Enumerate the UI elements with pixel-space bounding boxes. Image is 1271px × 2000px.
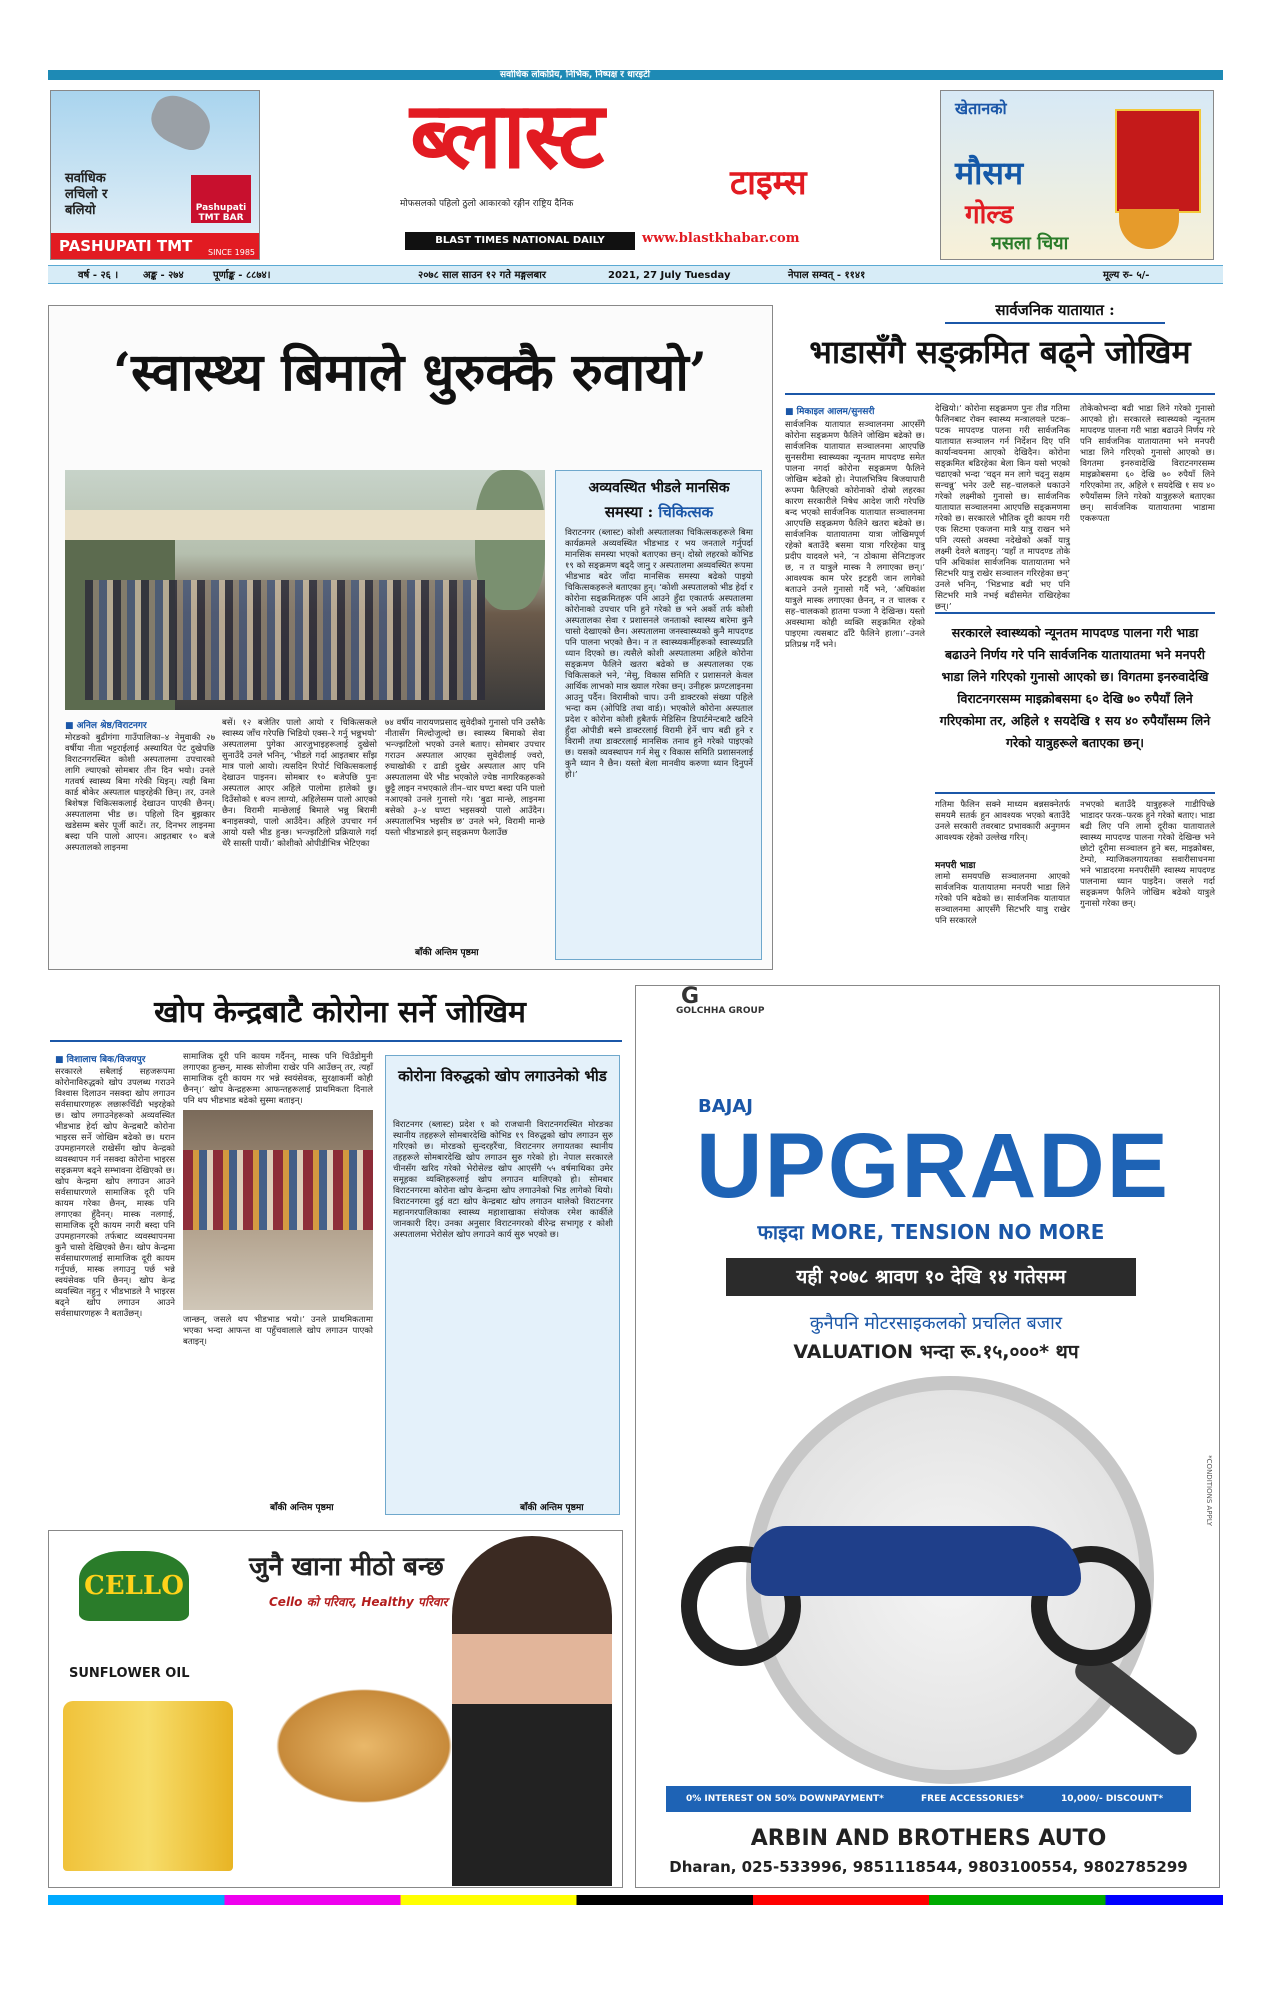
- issue-date-np: २०७८ साल साउन १२ गते मङ्गलबार: [418, 270, 546, 281]
- story3-rule: [50, 1040, 622, 1042]
- sidebar2-headline[interactable]: कोरोना विरुद्धको खोप लगाउनेको भीड: [398, 1067, 607, 1085]
- story2-col4: गतिमा फैलिन सक्ने माध्यम बन्नसक्नेतर्फ समयमै सतर्क हुन आवश्यक भएको बताउँदै उनले सरकारी तवरबाट प्रभावकारी अनुगमन आवश्यक रहेको उल्लेख गरिन्।: [935, 800, 1070, 843]
- bike-body-shape: [751, 1526, 1081, 1596]
- print-color-strip: [48, 1895, 1223, 1905]
- story2-byline: ■ मिकाइल आलम/सुनसरी: [785, 404, 874, 417]
- ad-group: GOLCHHA GROUP: [676, 1006, 765, 1016]
- ad-brand: BAJAJ: [698, 1096, 753, 1117]
- issue-era: नेपाल सम्वत् - ११४१: [788, 270, 866, 281]
- issue-total: पूर्णाङ्क - ८८७४।: [213, 270, 271, 281]
- motorcycle-image: [681, 1506, 1151, 1666]
- tree-shape: [475, 470, 545, 610]
- ad-valuation2: VALUATION भन्दा रू.१५,०००* थप: [793, 1341, 1079, 1363]
- issue-number: अङ्क - २७४: [143, 270, 184, 281]
- bajaj-upgrade-ad[interactable]: [635, 985, 1220, 1888]
- story2-col1: सार्वजनिक यातायात सञ्चालनमा आएसँगै कोरोना सङ्क्रमण फैलिने जोखिम बढेको छ। सार्वजनिक यातायात सञ्चालनमा आएपछि सुनसरीमा स्वास्थ्यका न्यूनतम मापदण्ड समेत पालना नगर्दा कोरोना सङ्क्रमण फैलिने जोखिम बढेको हो। नेपालभित्रिय बिजयापारी रूपमा फैलिएको कोरोनाको दोस्रो लहरका कारण सरकारीले निषेध आदेश जारी गरेपछि बन्द भएको सार्वजनिक यातायात सञ्चालनमा आएपछि सङ्क्रमण फैलिने खतरा बढेको छ। सार्वजनिक यातायातमा यात्रा जोखिमपूर्ण रहेको बताउँदै बसमा यात्रा गरिरहेका यात्रु प्रदीप यादवले भने, ‘न ठोकामा सेनिटाइजर छ, न त यात्रुले मास्क नै लगाएका छन्।’ आवश्यक काम परेर इटहरी जान लागेको बताउने उनले गुनासो गर्दै भने, ‘अधिकांश यात्रुले मास्क लगाएका छैनन्, न त चालक र सह–चालकको हातमा पञ्जा नै देखिन्छ। यस्तो अवस्थामा कोही व्यक्ति सङ्क्रमित रहेको पाइएमा त्यसबाट ढाँटै फैलिने हाला।’–उनले प्रतिप्रश्न गर्दै भने।: [785, 420, 925, 650]
- story1-headline[interactable]: ‘स्वास्थ्य बिमाले धुरुक्कै रुवायो’: [113, 342, 707, 403]
- masthead-tagline: मोफसलको पहिलो ठुलो आकारको रङ्गीन राष्ट्रिय दैनिक: [400, 199, 574, 209]
- issue-price: मूल्य रु- ५/-: [1103, 270, 1150, 281]
- ad-line2: गोल्ड: [965, 200, 1014, 230]
- cello-logo: CELLO: [79, 1551, 189, 1621]
- story3-col1: सरकारले सबैलाई सहजरूपमा कोरोनाविरुद्धको खोप उपलब्ध गराउने विश्वास दिलाउन नसक्दा खोप लगाउन सर्वसाधारणहरू लछारूचिँढी भइरहेको छ। खोप लगाउनेहरूको अव्यवस्थित भीडभाड हेर्दा खोप केन्द्रबाटै कोरोना भाइरस सर्ने जोखिम बढेको छ। धरान उपमहानगरले राखेसँग खोप केन्द्रको व्यवस्थापन गर्न नसक्दा कोरोना भाइरस सङ्क्रमण बढ्ने सम्भावना देखिएको छ। खोप केन्द्रमा खोप लगाउन आउने सर्वसाधारणले सामाजिक दूरी पनि कायम गरेका छैनन्, मास्क पनि लगाएका हुँदैनन्। मास्क नलगाई, सामाजिक दूरी कायम नगरी बस्दा पनि उपमहानगरको तर्फबाट व्यवस्थापनमा कुनै चासो देखिएको छैन। खोप केन्द्रमा सर्वसाधारणलाई सामाजिक दूरी कायम गर्नुपर्छ, मास्क लगाउनु पर्छ भन्ने स्वयंसेवक पनि छैनन्। खोप केन्द्र व्यवस्थित नहुनु र भीडभाडले नै भाइरस बढ्ने खोप लगाउन आउने सर्वसाधारणहरू नै बताउँछन्।: [55, 1067, 175, 1319]
- issue-info-bar: [48, 265, 1223, 284]
- masthead-subtitle: टाइम्स: [730, 163, 807, 203]
- story2-rule: [785, 393, 1215, 395]
- crowd-shape: [183, 1150, 373, 1230]
- ad-dates: यही २०७८ श्रावण १० देखि १४ गतेसम्म: [726, 1258, 1136, 1296]
- crowd-shape: [85, 580, 485, 700]
- elephant-image: [144, 88, 218, 155]
- story2-col5: नभएको बताउँदै यात्रुहरूले गाडीपिच्छे भाडादर फरक–फरक हुने गरेको बताए। भाडा बढी लिए पनि लामो दूरीका यातायातले स्वास्थ्य मापदण्ड पालना गरेको देखिन्छ भने छोटो दूरीमा सञ्चालन हुने बस, माइक्रोबस, टेम्पो, म्याजिकलगायतका सवारीसाधनमा भने भाडादरमा मनपरीसँगै स्वास्थ्य मापदण्ड पालनामा ध्यान पाइदैन। जसले गर्दा सङ्क्रमण फैलिने जोखिम बढेको यात्रुले गुनासो गरेका छन्।: [1080, 800, 1215, 909]
- food-plate-image: [264, 1681, 464, 1811]
- story3-col2b: जान्छन्, जसले थप भीडभाड भयो।’ उनले प्राथमिकतामा भएका भन्दा आफन्त वा पहुँचवालाले खोप लगाउन पाएको बताइन्।: [183, 1315, 373, 1347]
- masthead-strap: सर्वाधिक लोकप्रिय, निर्भिक, निष्पक्ष र धारइटी: [500, 70, 650, 80]
- sidebar1-subtitle-b: चिकित्सक: [658, 503, 714, 521]
- pashupati-logo: Pashupati TMT BAR: [191, 175, 251, 223]
- story1-col3: ७४ वर्षीय नारायणप्रसाद सुवेदीको गुनासो पनि उस्तैकै नीतासँग मिल्दोजुल्दो छ। स्वास्थ्य बिमाको सेवा भन्ज्झटिलो भएको उनले बताए। सोमबार उपचार गराउन अस्पताल आएका सुवेदीलाई ज्वरो, रुघाखोकी र ढाडी दुखेर अस्पताल आए पनि अस्पतालमा धेरै भीड भएकोले ज्येष्ठ नागरिकहरूको छुट्टै लाइन नभएकाले तीन–चार घण्टा बस्दा पनि पालो नआएको उनले गुनासो गरे। ‘बुढा मान्छे, लाइनमा बसेको ३–४ घण्टा भइसक्यो पालो आउँदैन। अस्पतालभित्र भइसीत्र छ’ उनले भने, विरामी मान्छे यस्तो भीडभाडले झन् सङ्क्रमण फैलाउँछ: [385, 718, 545, 838]
- website-link[interactable]: www.blastkhabar.com: [642, 231, 800, 246]
- offer-accessories: FREE ACCESSORIES*: [921, 1794, 1024, 1804]
- story1-col2: बसें। १२ बजेतिर पालो आयो र चिकित्सकले स्वास्थ्य जाँच गरेपछि भिडियो एक्स–रे गर्नु भन्नुभयो’ अस्पतालमा पुगेका आरजुभाइहरूलाई दुखेसो सुनाउँदै उनले भनिन्, ‘भीडले गर्दा आइतबार साँझ मात्र पालो आयो। त्यसदिन रिपोर्ट चिकित्सकलाई देखाउन पाइनन। सोमबार १० बजेपछि पुनः अस्पताल आएर अहिले पालोमा हालेको छु। दिउँसोको १ बज्न लाग्यो, अहिलेसम्म पालो आएको छैन। विरामी मान्छेलाई बिमाले भन्नु बिरामी बनाइसक्यो, पालो आउँदैन। अहिले उपचार गर्न आयो यस्तै भीड हुन्छ। भन्ज्झटिलो प्रक्रियाले गर्दा धेरै सास्ती पायौं।’ कोशीको ओपीडीभित्र भेटिएका: [222, 718, 377, 849]
- ad-conditions: *CONDITIONS APPLY: [1205, 1455, 1213, 1526]
- issue-date-en: 2021, 27 July Tuesday: [608, 270, 731, 281]
- ad-headline: UPGRADE: [696, 1115, 1171, 1217]
- sidebar1-subtitle-a: समस्या :: [604, 503, 654, 521]
- offer-discount: 10,000/- DISCOUNT*: [1061, 1794, 1164, 1804]
- story1-byline: ■ अनिल श्रेष्ठ/विराटनगर: [65, 718, 147, 731]
- story2-kicker: सार्वजनिक यातायात :: [945, 300, 1165, 324]
- ad-phone: Dharan, 025-533996, 9851118544, 9803100554, 9802785299: [669, 1858, 1188, 1876]
- story1-continued[interactable]: बाँकी अन्तिम पृष्ठमा: [415, 948, 479, 958]
- story2-headline[interactable]: भाडासँगै सङ्क्रमित बढ्ने जोखिम: [809, 333, 1191, 371]
- story2-col3: तोकेकोभन्दा बढी भाडा लिने गरेको गुनासो आएको हो। सरकारले स्वास्थ्यको न्यूनतम मापदण्ड पालना गरी भाडा बढाउने निर्णय गरे पनि सार्वजनिक यातायातमा भने मनपरी भाडा लिने गरिएको गुनासो आएको छ। विगतमा इनरुवादेखि विराटनगरसम्म माइक्रोबसमा ६० देखि ७० रुपैयाँ लिने गरिएकोमा तर, अहिले १ सयदेखि १ सय ४० रुपैयाँसम्म लिने गरेको यात्रुहरूले बताएका छन्। सार्वजनिक यातायातमा भाडामा एकरूपता: [1080, 404, 1215, 524]
- ad-offers: [666, 1786, 1191, 1812]
- story2-pullquote: सरकारले स्वास्थ्यको न्यूनतम मापदण्ड पालना गरी भाडा बढाउने निर्णय गरे पनि सार्वजनिक यातायातमा भने मनपरी भाडा लिने गरिएको गुनासो आएको छ। विगतमा इनरुवादेखि विराटनगरसम्म माइक्रोबसमा ६० देखि ७० रुपैयाँ लिने गरिएकोमा तर, अहिले १ सयदेखि १ सय ४० रुपैयाँसम्म लिने गरेको यात्रुहरूले बताएका छन्।: [935, 612, 1215, 794]
- golchha-logo-icon: G: [681, 984, 700, 1009]
- story3-byline: ■ विशालाच बिक/विजयपुर: [55, 1052, 145, 1065]
- ad-brand: PASHUPATI TMT: [51, 233, 259, 259]
- model-image: [452, 1536, 612, 1886]
- tea-box-image: [1115, 109, 1201, 213]
- ad-valuation1: कुनैपनि मोटरसाइकलको प्रचलित बजार: [809, 1313, 1063, 1334]
- story1-col1: मोरङको बुढीगंगा गाउँपालिका–४ नेमुवाकी २७ वर्षीया नीता भट्टराईलाई अस्थायित पेट दुखेपछि विराटनगरस्थित कोशी अस्पतालमा उपचारको लागि ल्याएको सोमबार तीन दिन भयो। उनले गतवर्ष स्वास्थ्य बिमा गरेकी थिइन्। त्यही बिमा कार्ड बोकेर अस्पताल धाइरहेकी छिन्। तर, उनले बिशेषज्ञ चिकित्सकलाई देखाउन पाएकी छैनन्। अस्पतालमा भीड छ। पहिलो दिन बुझकार खडेसम्म बसेर पूर्जी काटें। तर, दिनभर लाइनमा बस्दा पनि पालो आएन। आइतबार १० बजे अस्पतालको लाइनमा: [65, 733, 215, 853]
- sidebar1-body: विराटनगर (ब्लास्ट) कोशी अस्पतालका चिकित्सकहरूले बिमा कार्यक्रमले अव्यवस्थित भीडभाड र भय जनताले गर्नुपर्दा मानसिक समस्या भएको बताएका छन्। दोस्रो लहरको कोभिड १९ को सङ्क्रमण बढ्दै जानु र अस्पतालमा अव्यवस्थित रूपमा भीडभाड बढेर जाँदा मानसिक समस्या बढेको पाइयो चिकित्सकहरूले बताएका हुन्। ‘कोशी अस्पतालको भीड हेर्दा र कोरोना सङ्क्रमितहरू पनि आउने हुँदा एकातर्फ अस्पतालमा कोरोनाको उपचार पनि हुने गरेको छ भने अर्को तर्फ कोशी अस्पतालका सेवा र प्रशासनले जनताको स्वास्थ्य बारेमा कुनै चासो देखाएको छैन। अस्पतालमा जनस्वास्थ्यको कुनै मापदण्ड पनि पालना भएको छैन। न त स्वास्थ्यकर्मीहरूको स्वास्थ्यप्रति ध्यान दिएको छ। त्यसैले कोशी अस्पतालमा अहिले कोरोना सङ्क्रमण फैलिने खतरा बढेको छ अस्पतालका एक चिकित्सकले भने, ‘मेसु, विकास समिति र प्रशासनले केवल आर्थिक लाभको मात्र ख्याल गरेका छन्। उनीहरू फ्रण्टलाइनमा आउनु पर्दैन। विरामीको चाप। उनी डाक्टरको संख्या पहिले भन्दा कम (ओपिडि तथा वार्ड)। भएकोले कोरोना अस्पताल प्रदेश र कोरोना कोशी हुबैतर्फ मेडिसिन डिपार्टमेन्टबाटै खटिने हुँदा ओपीडी बस्ने डाक्टरलाई विरामी हेर्ने चाप बढी हुने र विरामी तथा डाक्टरलाई मानसिक तनाव हुने गरेको पाइएको छ। यसको व्यवस्थापन गर्न मेसु र विकास समिति प्रशासनलाई कुनै ध्यान नै छैन। यस्तो बेला मानवीय करुणा ध्यान दिनुपर्ने हो।’: [565, 528, 753, 780]
- sidebar2-body: विराटनगर (ब्लास्ट) प्रदेश १ को राजधानी विराटनगरस्थित मोरङका स्थानीय तहहरूले सोमबारदेखि कोभिड १९ विरुद्धको खोप लगाउन सुरु गरिएको छ। मोरङको सुन्दरहरैंचा, विराटनगर लगायतका स्थानीय तहहरूले सोमबारदेखि खोप लगाउन सुरु गरेको हो। नेपाल सरकारले चीनसँग खरिद गरेको भेरोसेल्ड खोप आएसँगै ५५ वर्षमाथिका उमेर समूहका व्यक्तिहरूलाई खोप लगाउन थालिएको हो। सोमबार विराटनगरमा कोरोना खोप केन्द्रमा खोप लगाउनेको भिड लागेको थियो। विराटनगरमा दुई वटा खोप केन्द्रबाट खोप लगाउन थालेको विराटनगर महानगरपालिकाका स्वास्थ्य महाशाखाका संयोजक रमेश कार्कीले जानकारी दिए। उनका अनुसार विराटनगरको वीरेन्द्र सभागृह र कोशी अस्पतालमा भेरोसेल खोप लगाउने कार्य सुरु भएको छ।: [393, 1120, 613, 1240]
- story3-col2: सामाजिक दूरी पनि कायम गर्दैनन्, मास्क पनि चिउँडोमुनी लगाएका हुन्छन्, मास्क सोजीमा राखेर पनि आउँछन् तर, त्यहाँ सामाजिक दूरी कायम गर भन्ने स्वयंसेवक, सुरक्षाकर्मी कोही छैनन्।’ खोप केन्द्रहरूमा आफन्तहरूलाई प्राथमिकता दिनाले पनि थप भीडभाड बढेको सुस्मा बताइन्।: [183, 1052, 373, 1106]
- ad-since: SINCE 1985: [208, 248, 255, 257]
- ad-line3: मसला चिया: [991, 233, 1069, 254]
- story3-continued[interactable]: बाँकी अन्तिम पृष्ठमा: [270, 1503, 334, 1513]
- oil-bottles-image: [63, 1701, 233, 1871]
- ad-slogan: सर्वाधिक लचिलो र बलियो: [65, 171, 108, 218]
- story3-headline[interactable]: खोप केन्द्रबाटै कोरोना सर्ने जोखिम: [154, 995, 526, 1030]
- issue-year: वर्ष - २६ ।: [78, 270, 119, 281]
- offer-interest: 0% INTEREST ON 50% DOWNPAYMENT*: [686, 1794, 884, 1804]
- sidebar2-continued[interactable]: बाँकी अन्तिम पृष्ठमा: [520, 1503, 584, 1513]
- ad-dealer: ARBIN AND BROTHERS AUTO: [750, 1826, 1107, 1851]
- ad-subline: Cello को परिवार, Healthy परिवार: [269, 1595, 448, 1609]
- sidebar1-subtitle: [560, 502, 758, 522]
- sidebar1-headline[interactable]: अव्यवस्थित भीडले मानसिक: [588, 480, 730, 496]
- hospital-queue-photo: [65, 470, 545, 710]
- ad-product: SUNFLOWER OIL: [69, 1666, 190, 1681]
- ad-line1: मौसम: [955, 154, 1024, 192]
- roof-shape: [65, 510, 545, 540]
- tea-cup-image: [1119, 209, 1179, 249]
- ad-brand: खेतानको: [955, 99, 1007, 118]
- cello-oil-ad[interactable]: [48, 1530, 623, 1888]
- story2-subhead: मनपरी भाडा: [935, 861, 976, 871]
- pashupati-tmt-ad[interactable]: [50, 90, 260, 260]
- khetan-tea-ad[interactable]: [940, 90, 1214, 260]
- story2-col4b: लामो समयपछि सञ्चालनमा आएको सार्वजनिक यातायातमा मनपरी भाडा लिने गरेको पनि बढेको छ। सार्वजनिक यातायात सञ्चालनमा आएसँगै सिटभरि यात्रु राखेर पनि सरकारले: [935, 872, 1070, 926]
- ad-tag: फाइदा MORE, TENSION NO MORE: [757, 1220, 1105, 1244]
- vaccine-queue-photo: [183, 1110, 373, 1310]
- masthead-english: BLAST TIMES NATIONAL DAILY: [405, 232, 635, 250]
- ad-headline: जुनै खाना मीठो बन्छ: [249, 1552, 444, 1582]
- masthead-title: ब्लास्ट: [410, 81, 603, 189]
- masthead-logo[interactable]: [300, 80, 970, 203]
- story2-col2: देखियो।’ कोरोना सङ्क्रमण पुनः तीव्र गतिमा फैलिनबाट रोक्न स्वास्थ्य मन्त्रालयले पटक–पटक मापदण्ड पालना गरी सार्वजनिक यातायात सञ्चालन गर्न निर्देशन दिए पनि कार्यान्वयनमा आएको देखिदैन। कोरोना सङ्क्रमित बढिरहेका बेला किन यसो भएको चढाएको भन्दा ‘चढ्न मन लागे चढ्नु सक्षम सन्चन्नु’ भनेर उल्टै सह–चालकले धकाउने गरेको लक्ष्मीको गुनासो छ। सार्वजनिक यातायात सञ्चालनमा आएपछि सङ्क्रमणमा गरेको छ। सरकारले भौतिक दूरी कायम गरी एक सिटमा एकजना मात्रै यात्रु राखन भने पनि त्यस्तो अवस्था नदेखेको अर्को यात्रु लक्ष्मी देवले बताइन्। ‘यहाँ त मापदण्ड तोके पनि अधिकांश सार्वजनिक यातायातमा भने सिटभरि यात्रु राखेर सञ्चालन गरिरहेका छन्’ उनले भनिन्, ‘भिडभाड बढी भए पनि सिटभरि मात्रै नभई बढीसमेत राखिरहेका छन्।’: [935, 404, 1070, 612]
